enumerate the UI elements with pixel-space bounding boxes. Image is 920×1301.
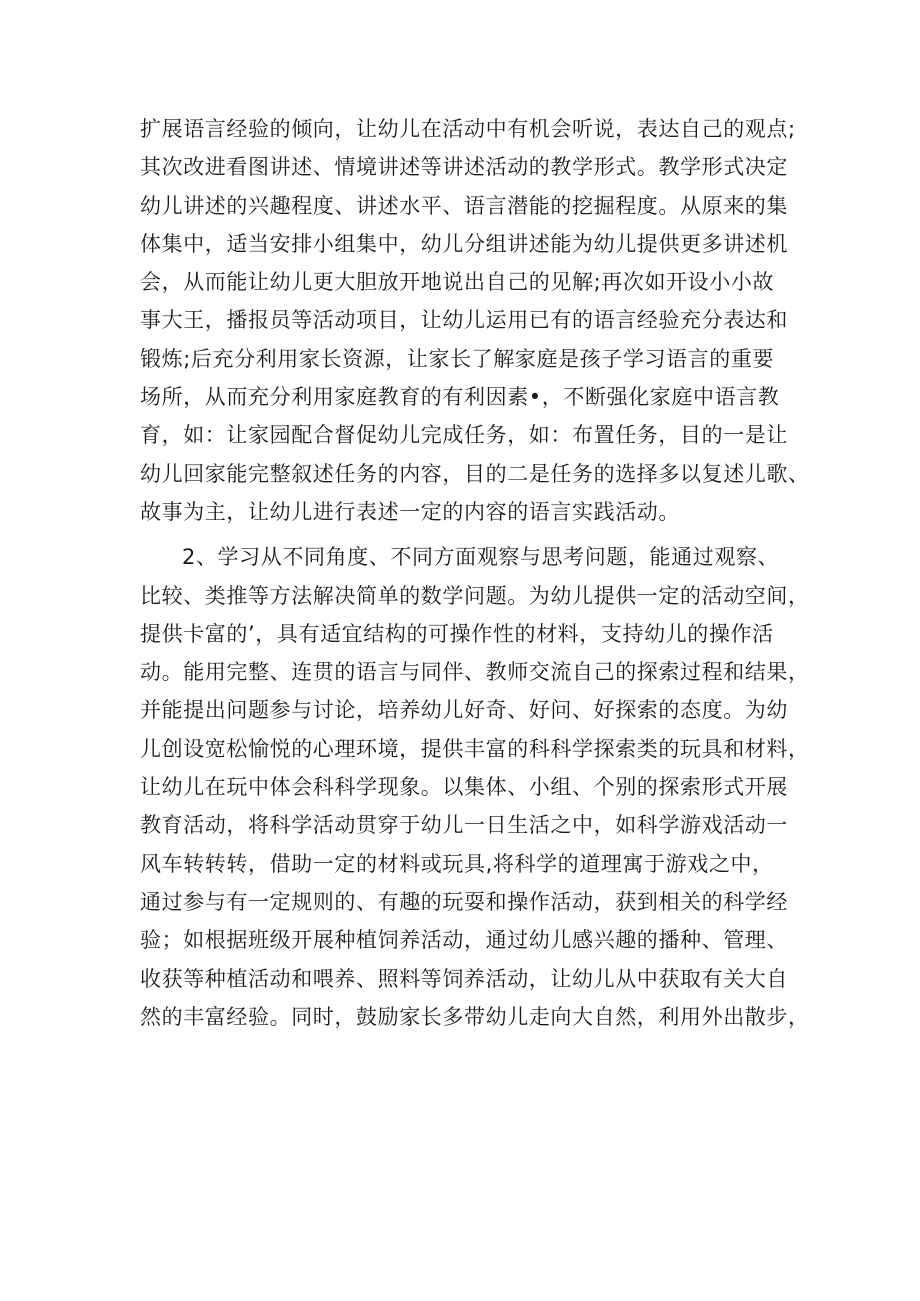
text-line: 扩展语言经验的倾向，让幼儿在活动中有机会听说，表达自己的观点; xyxy=(140,117,796,141)
text-line: 然的丰富经验。同时，鼓励家长多带幼儿走向大自然，利用外出散步， xyxy=(140,1004,810,1029)
text-line: 事大王，播报员等活动项目，让幼儿运用已有的语言经验充分表达和 xyxy=(140,308,788,333)
text-line: 风车转转转，借助一定的材料或玩具,将科学的道理寓于游戏之中， xyxy=(140,851,774,876)
text-line: 儿创设宽松愉悦的心理环境，提供丰富的科科学探索类的玩具和材料， xyxy=(140,736,810,761)
text-line: 场所，从而充分利用家庭教育的有利因素•，不断强化家庭中语言教 xyxy=(140,385,780,410)
text-line: 幼儿讲述的兴趣程度、讲述水平、语言潜能的挖掘程度。从原来的集 xyxy=(140,193,788,218)
text-line: 收获等种植活动和喂养、照料等饲养活动，让幼儿从中获取有关大自 xyxy=(140,966,788,991)
paragraph-gap xyxy=(140,531,800,538)
text-line: 会，从而能让幼儿更大胆放开地说出自己的见解;再次如开设小小故 xyxy=(140,270,775,295)
text-line: 故事为主，让幼儿进行表述一定的内容的语言实践活动。 xyxy=(140,499,680,524)
text-line: 验；如根据班级开展种植饲养活动，通过幼儿感兴趣的播种、管理、 xyxy=(140,928,788,953)
body-text xyxy=(140,110,810,1036)
text-line: 体集中，适当安排小组集中，幼儿分组讲述能为幼儿提供更多讲述机 xyxy=(140,231,788,256)
text-line: 通过参与有一定规则的、有趣的玩耍和操作活动，获到相关的科学经 xyxy=(140,889,788,914)
text-line: 2、学习从不同角度、不同方面观察与思考问题，能通过观察、 xyxy=(182,545,780,570)
text-line: 其次改进看图讲述、情境讲述等讲述活动的教学形式。教学形式决定 xyxy=(140,155,788,180)
text-line: 比较、类推等方法解决简单的数学问题。为幼儿提供一定的活动空间， xyxy=(140,583,810,608)
text-line: 教育活动，将科学活动贯穿于幼儿一日生活之中，如科学游戏活动一 xyxy=(140,813,788,838)
text-line: 让幼儿在玩中体会科科学现象。以集体、小组、个别的探索形式开展 xyxy=(140,775,788,800)
text-line: 动。能用完整、连贯的语言与同伴、教师交流自己的探索过程和结果， xyxy=(140,660,810,685)
text-line: 育，如：让家园配合督促幼儿完成任务，如：布置任务，目的一是让 xyxy=(140,423,788,448)
text-line: 并能提出问题参与讨论，培养幼儿好奇、好问、好探索的态度。为幼 xyxy=(140,698,788,723)
text-line: 锻炼;后充分利用家长资源，让家长了解家庭是孩子学习语言的重要 xyxy=(140,346,775,371)
text-line: 幼儿回家能完整叙述任务的内容，目的二是任务的选择多以复述儿歌、 xyxy=(140,461,810,486)
text-line: 提供卡富的’，具有适宜结构的可操作性的材料，支持幼儿的操作活 xyxy=(140,621,774,646)
